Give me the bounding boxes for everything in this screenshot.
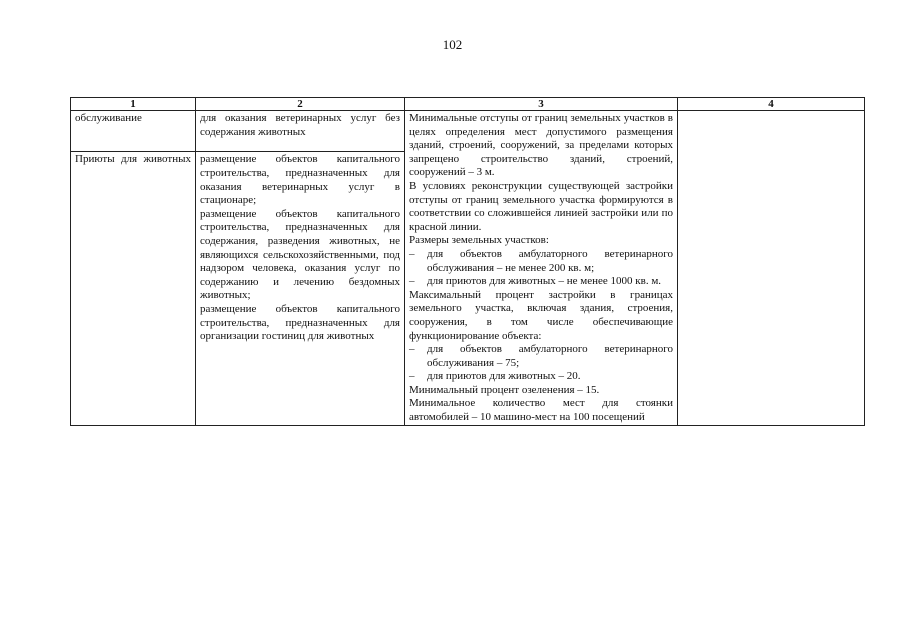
page-number: 102 <box>442 37 463 52</box>
list-item <box>409 343 673 370</box>
dash-marker: – <box>409 275 415 288</box>
plot-size-shelter: для приютов для животных – не менее 1000 кв. м. <box>427 275 662 288</box>
plot-size-vet: для объектов амбулаторного ветеринарного обслуживания – не менее 200 кв. м; <box>427 247 673 274</box>
header-row <box>71 98 865 111</box>
description-paragraph: размещение объектов капитального строительства, предназначенных для содержания, разведения животных, не являющихся сельскохозяйственными, под надзором человека, оказания услуг по содержанию и лечению бездомных животных; <box>200 207 400 302</box>
header-col-3: 3 <box>405 98 678 111</box>
table-row <box>71 111 865 152</box>
use-type-name: Приюты для животных <box>75 153 191 166</box>
reconstruction-text: В условиях реконструкции существующей застройки отступы от границ земельного участка формируются в соответствии со сложившейся линией застройки или по красной линии. <box>409 179 673 233</box>
max-coverage-shelter: для приютов для животных – 20. <box>427 370 581 383</box>
use-type-continuation: обслуживание <box>75 112 142 124</box>
list-item <box>409 275 673 289</box>
description-cell <box>196 111 405 152</box>
header-col-1: 1 <box>71 98 196 111</box>
description-paragraph: размещение объектов капитального строительства, предназначенных для организации гостиниц для животных <box>200 302 400 343</box>
min-greenery-text: Минимальный процент озеленения – 15. <box>409 383 600 396</box>
list-item <box>409 370 673 384</box>
max-coverage-heading: Максимальный процент застройки в границах земельного участка, включая здания, строения, сооружения, в том числе обеспечивающие функционирование объекта: <box>409 288 673 342</box>
dash-marker: – <box>409 247 415 260</box>
dash-marker: – <box>409 370 415 383</box>
description-continuation: для оказания ветеринарных услуг без содержания животных <box>200 112 400 138</box>
setbacks-text: Минимальные отступы от границ земельных участков в целях определения мест допустимого размещения зданий, строений, сооружений, за пределами которых запрещено строительство зданий, строений, сооружений – 3 м. <box>409 112 673 179</box>
description-paragraph: размещение объектов капитального строительства, предназначенных для оказания ветеринарных услуг в стационаре; <box>200 153 400 207</box>
regulations-table <box>70 97 865 426</box>
notes-cell <box>678 111 865 426</box>
parking-text: Минимальное количество мест для стоянки автомобилей – 10 машино-мест на 100 посещений <box>409 397 673 424</box>
description-cell <box>196 152 405 425</box>
header-col-2: 2 <box>196 98 405 111</box>
dash-marker: – <box>409 343 415 356</box>
plot-sizes-heading: Размеры земельных участков: <box>409 234 549 247</box>
use-type-cell <box>71 152 196 425</box>
list-item <box>409 248 673 275</box>
max-coverage-vet: для объектов амбулаторного ветеринарного обслуживания – 75; <box>427 343 673 369</box>
parameters-cell <box>405 111 678 426</box>
use-type-cell <box>71 111 196 152</box>
header-col-4: 4 <box>678 98 865 111</box>
